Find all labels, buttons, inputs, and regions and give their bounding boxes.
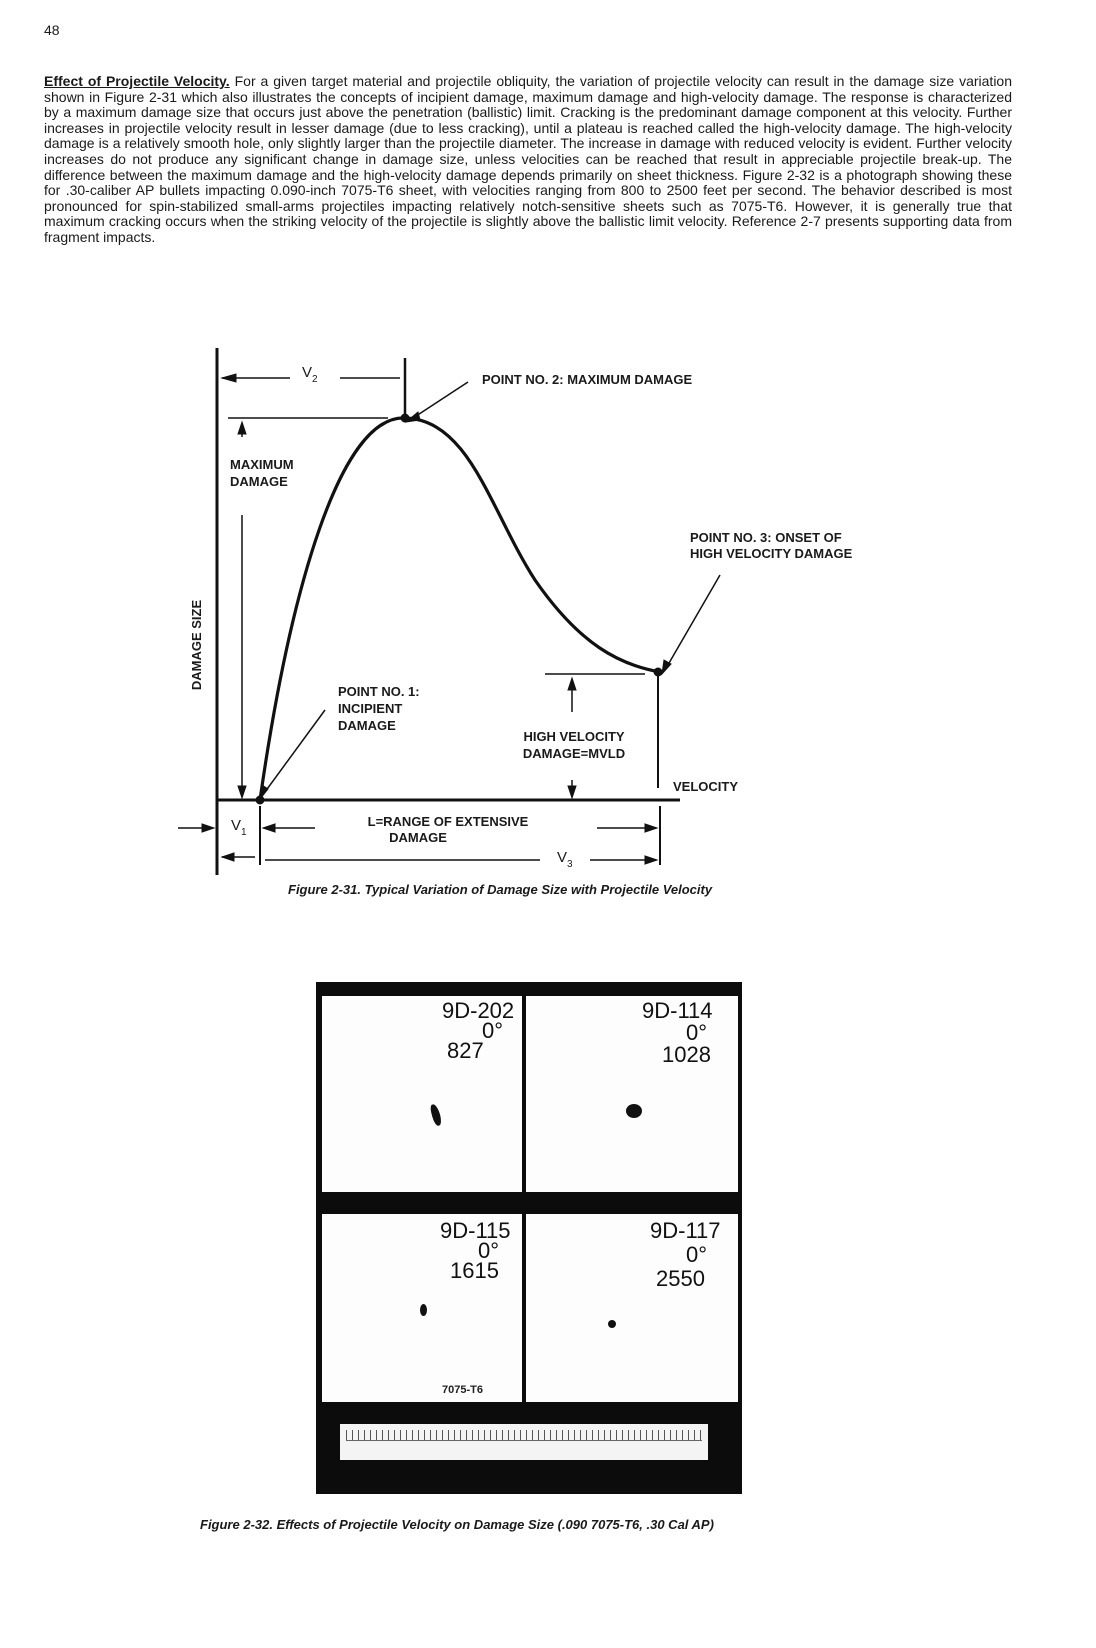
impact-hole bbox=[626, 1104, 642, 1118]
point1-label-line2: INCIPIENT bbox=[338, 701, 403, 716]
paragraph-text: For a given target material and projectile obliquity, the variation of projectile velocity can result in the damage size variation shown in Figure 2-31 which also illustrates the concepts of incipient damage, maximum damage and high-velocity damage. The response is characterized by a maximum damage size that occurs just above the penetration (ballistic) limit. Cracking is the predominant damage component at this velocity. Further increases in projectile velocity result in lesser damage (due to less cracking), until a plateau is reached called the high-velocity damage. The high-velocity damage is a relatively smooth hole, only slightly larger than the projectile diameter. The increase in damage with reduced velocity is evident. Further velocity increases do not produce any significant change in damage size, unless velocities can be reached that result in appreciable projectile break-up. The difference between the maximum damage and the high-velocity damage depends primarily on sheet thickness. Figure 2-32 is a photograph showing these for .30-caliber AP bullets impacting 0.090-inch 7075-T6 sheet, with velocities ranging from 800 to 2500 feet per second. The behavior described is most pronounced for spin-stabilized small-arms projectiles impacting relatively notch-sensitive sheets such as 7075-T6. However, it is generally true that maximum cracking occurs when the striking velocity of the projectile is slightly above the ballistic limit velocity. Reference 2-7 presents supporting data from fragment impacts. bbox=[44, 73, 1012, 245]
range-label-line2: DAMAGE bbox=[389, 830, 447, 845]
point3-label-line1: POINT NO. 3: ONSET OF bbox=[690, 530, 842, 545]
impact-hole bbox=[608, 1320, 616, 1328]
point1-label-line1: POINT NO. 1: bbox=[338, 684, 420, 699]
panel-id: 9D-202 bbox=[442, 998, 515, 1023]
panel-velocity: 2550 bbox=[656, 1266, 705, 1291]
x-axis-label: VELOCITY bbox=[673, 779, 739, 794]
maximum-damage-point bbox=[401, 414, 410, 423]
panel-id: 9D-117 bbox=[650, 1218, 721, 1243]
panel-velocity: 1028 bbox=[662, 1042, 711, 1067]
figure-2-31-diagram bbox=[0, 340, 1096, 910]
panel-angle: 0° bbox=[686, 1242, 708, 1267]
v1-label: $V_1$ bbox=[231, 817, 247, 838]
point3-label-line2: HIGH VELOCITY DAMAGE bbox=[690, 546, 853, 561]
v2-label: $V_2$ bbox=[302, 364, 318, 385]
impact-hole bbox=[420, 1304, 427, 1316]
incipient-damage-point bbox=[256, 796, 265, 805]
photo-panel-2 bbox=[526, 996, 738, 1192]
hv-label-line1: HIGH VELOCITY bbox=[523, 729, 625, 744]
body-paragraph bbox=[44, 74, 1012, 246]
point2-label: POINT NO. 2: MAXIMUM DAMAGE bbox=[482, 372, 693, 387]
range-label-line1: L=RANGE OF EXTENSIVE bbox=[367, 814, 529, 829]
panel-angle: 0° bbox=[478, 1238, 500, 1263]
figure-2-31-caption: Figure 2-31. Typical Variation of Damage Size with Projectile Velocity bbox=[288, 882, 713, 897]
section-heading: Effect of Projectile Velocity. bbox=[44, 73, 230, 89]
figure-2-32-caption: Figure 2-32. Effects of Projectile Velocity on Damage Size (.090 7075-T6, .30 Cal AP) bbox=[200, 1517, 714, 1532]
max-damage-label-line1: MAXIMUM bbox=[230, 457, 294, 472]
panel-angle: 0° bbox=[686, 1020, 708, 1045]
panel-id: 9D-115 bbox=[440, 1218, 511, 1243]
y-axis-label: DAMAGE SIZE bbox=[189, 599, 204, 691]
v3-label: $V_3$ bbox=[557, 849, 573, 870]
hv-label-line2: DAMAGE=MVLD bbox=[522, 746, 626, 761]
point1-label-line3: DAMAGE bbox=[338, 718, 396, 733]
material-tag: 7075-T6 bbox=[442, 1384, 483, 1396]
photo-panel-1 bbox=[322, 996, 522, 1192]
panel-velocity: 827 bbox=[447, 1038, 484, 1063]
onset-high-velocity-point bbox=[654, 668, 663, 677]
panel-angle: 0° bbox=[482, 1018, 504, 1043]
panel-id: 9D-114 bbox=[642, 998, 713, 1023]
page-number: 48 bbox=[44, 22, 60, 38]
panel-velocity: 1615 bbox=[450, 1258, 499, 1283]
impact-hole bbox=[429, 1103, 442, 1126]
figure-2-32-photo bbox=[316, 982, 742, 1494]
max-damage-label-line2: DAMAGE bbox=[230, 474, 288, 489]
scale-ruler bbox=[340, 1424, 708, 1460]
photo-panel-3 bbox=[322, 1214, 522, 1402]
photo-panel-4 bbox=[526, 1214, 738, 1402]
